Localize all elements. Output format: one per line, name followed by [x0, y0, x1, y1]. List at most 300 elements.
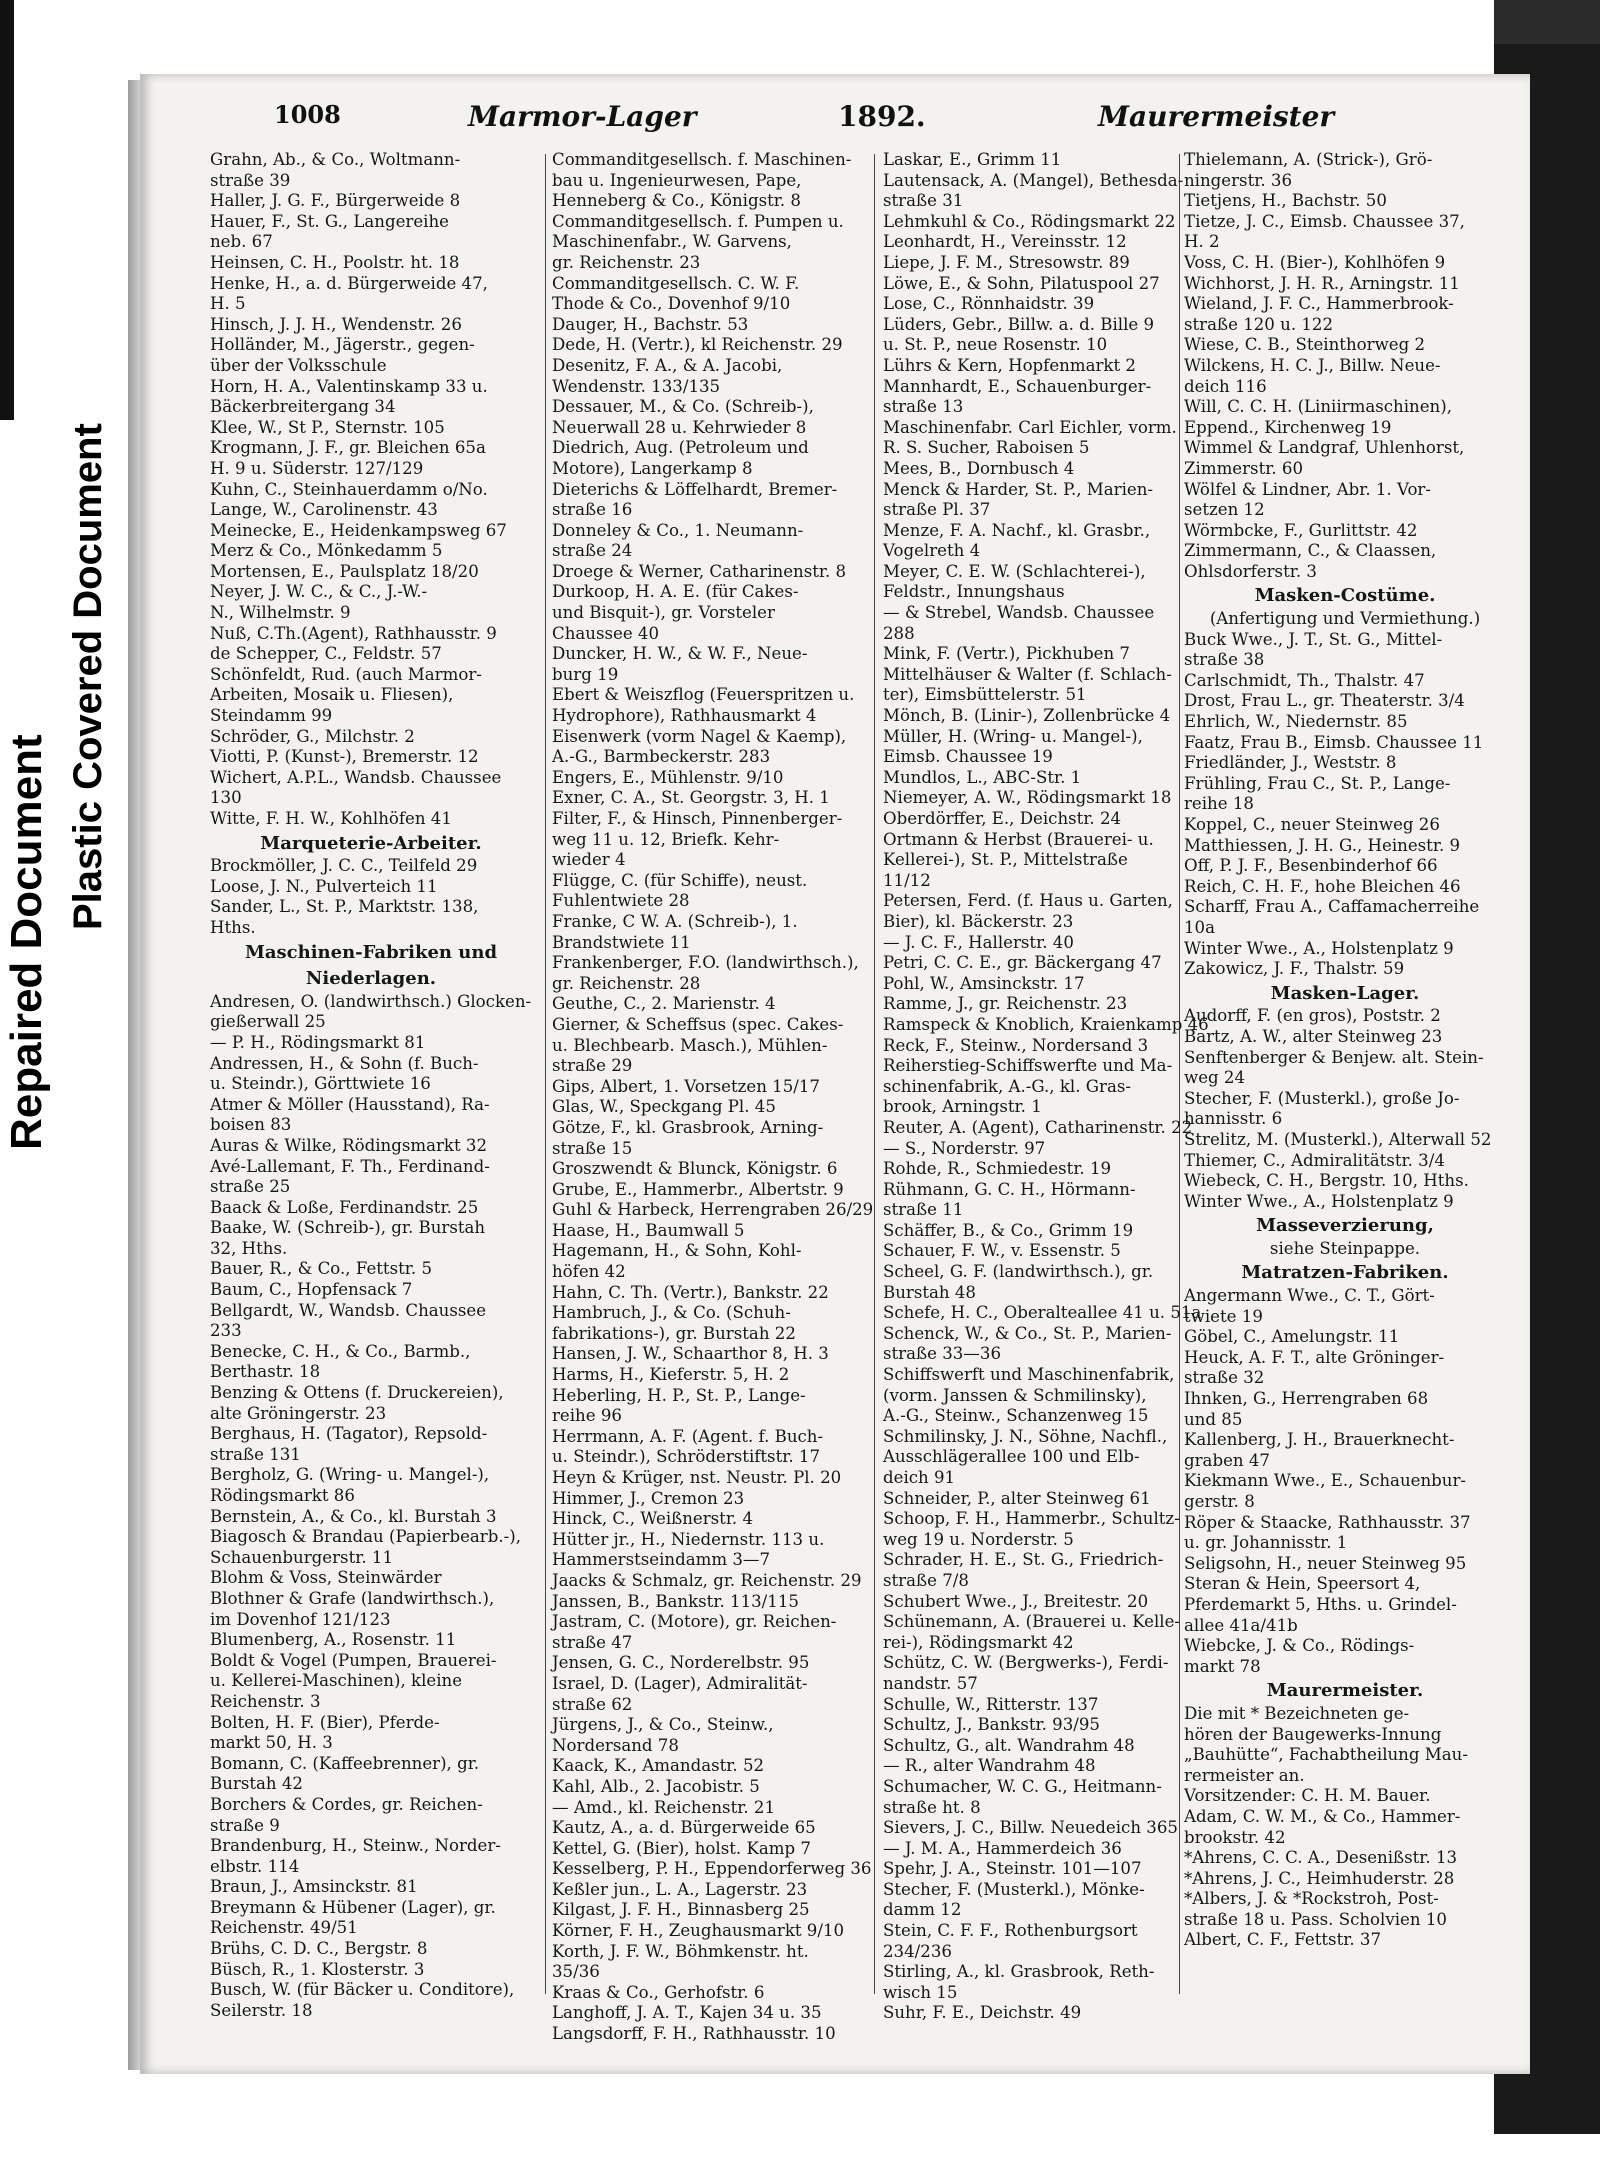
directory-entry: Meinecke, E., Heidenkampsweg 67	[210, 520, 507, 540]
directory-entry: Duncker, H. W., & W. F., Neue-	[552, 644, 808, 664]
directory-entry: Petersen, Ferd. (f. Haus u. Garten,	[883, 891, 1173, 911]
directory-entry: Schäffer, B., & Co., Grimm 19	[883, 1220, 1134, 1240]
directory-entry: straße 38	[1184, 650, 1265, 670]
directory-entry: Hagemann, H., & Sohn, Kohl-	[552, 1241, 802, 1261]
directory-entry: Janssen, B., Bankstr. 113/115	[552, 1591, 799, 1611]
directory-entry: Harms, H., Kieferstr. 5, H. 2	[552, 1365, 790, 1385]
directory-entry: Auras & Wilke, Rödingsmarkt 32	[210, 1135, 488, 1155]
directory-entry: neb. 67	[210, 232, 273, 252]
directory-entry: brook, Arningstr. 1	[883, 1097, 1042, 1117]
directory-entry: Bolten, H. F. (Bier), Pferde-	[210, 1712, 440, 1732]
column-2	[552, 150, 874, 2044]
directory-entry: Liepe, J. F. M., Stresowstr. 89	[883, 252, 1130, 272]
directory-entry: Schünemann, A. (Brauerei u. Kelle-	[883, 1612, 1181, 1632]
directory-entry: Scheel, G. F. (landwirthsch.), gr.	[883, 1262, 1154, 1282]
directory-entry: Ramspeck & Knoblich, Kraienkamp 46	[883, 1014, 1209, 1034]
directory-entry: Dauger, H., Bachstr. 53	[552, 314, 749, 334]
directory-entry: straße Pl. 37	[883, 500, 991, 520]
directory-entry: Zimmermann, C., & Claassen,	[1184, 541, 1437, 561]
directory-entry: Winter Wwe., A., Holstenplatz 9	[1184, 1191, 1454, 1211]
directory-entry: — Amd., kl. Reichenstr. 21	[552, 1797, 776, 1817]
directory-entry: (vorm. Janssen & Schmilinsky),	[883, 1385, 1147, 1405]
directory-entry: Koppel, C., neuer Steinweg 26	[1184, 815, 1440, 834]
directory-entry: Schoop, F. H., Hammerbr., Schultz-	[883, 1509, 1180, 1529]
directory-entry: Göbel, C., Amelungstr. 11	[1184, 1327, 1400, 1347]
directory-entry: Jürgens, J., & Co., Steinw.,	[552, 1715, 774, 1735]
section-heading: Maschinen-Fabriken und	[244, 941, 498, 963]
directory-entry: A.-G., Barmbeckerstr. 283	[552, 747, 771, 767]
directory-entry: Reichenstr. 49/51	[210, 1918, 358, 1938]
directory-entry: Reck, F., Steinw., Nordersand 3	[883, 1035, 1149, 1055]
directory-entry: A.-G., Steinw., Schanzenweg 15	[883, 1406, 1149, 1426]
section-heading: Niederlagen.	[305, 968, 437, 990]
directory-entry: bau u. Ingenieurwesen, Pape,	[552, 170, 802, 190]
directory-entry: Merz & Co., Mönkedamm 5	[210, 541, 443, 561]
directory-entry: Frühling, Frau C., St. P., Lange-	[1184, 773, 1451, 793]
directory-entry: Off, P. J. F., Besenbinderhof 66	[1184, 856, 1438, 876]
directory-entry: Wilckens, H. C. J., Billw. Neue-	[1184, 355, 1441, 375]
header-left-title: Marmor-Lager	[468, 100, 697, 133]
directory-entry: Eisenwerk (vorm Nagel & Kaemp),	[552, 726, 847, 746]
directory-entry: straße 131	[210, 1444, 301, 1464]
directory-entry: straße 25	[210, 1177, 291, 1197]
directory-entry: Blothner & Grafe (landwirthsch.),	[210, 1588, 495, 1608]
directory-entry: Commanditgesellsch. C. W. F.	[552, 273, 800, 293]
directory-entry: Stirling, A., kl. Grasbrook, Reth-	[883, 1962, 1155, 1982]
directory-entry: Desenitz, F. A., & A. Jacobi,	[552, 355, 783, 375]
directory-entry: Horn, H. A., Valentinskamp 33 u.	[210, 376, 488, 396]
directory-entry: Eppend., Kirchenweg 19	[1184, 417, 1392, 437]
directory-entry: Menck & Harder, St. P., Marien-	[883, 479, 1154, 499]
directory-entry: Wiebeck, C. H., Bergstr. 10, Hths.	[1184, 1171, 1469, 1191]
directory-entry: Fuhlentwiete 28	[552, 891, 690, 911]
directory-entry: Groszwendt & Blunck, Königstr. 6	[552, 1159, 838, 1179]
directory-entry: Neuerwall 28 u. Kehrwieder 8	[552, 417, 807, 437]
directory-entry: Thielemann, A. (Strick-), Grö-	[1184, 150, 1433, 169]
directory-entry: höfen 42	[552, 1262, 626, 1282]
directory-entry: twiete 19	[1184, 1306, 1263, 1326]
directory-entry: Schultz, J., Bankstr. 93/95	[883, 1715, 1100, 1735]
directory-entry: 234/236	[883, 1941, 952, 1961]
directory-entry: gießerwall 25	[210, 1012, 326, 1032]
directory-entry: R. S. Sucher, Raboisen 5	[883, 438, 1090, 458]
directory-entry: Diedrich, Aug. (Petroleum und	[552, 438, 809, 458]
directory-entry: Schönfeldt, Rud. (auch Marmor-	[210, 664, 482, 684]
directory-entry: Lehmkuhl & Co., Rödingsmarkt 22	[883, 211, 1176, 231]
directory-entry: Götze, F., kl. Grasbrook, Arning-	[552, 1117, 824, 1137]
directory-entry: 130	[210, 788, 242, 808]
directory-entry: weg 19 u. Norderstr. 5	[883, 1529, 1074, 1549]
section-note: siehe Steinpappe.	[1269, 1238, 1421, 1258]
directory-entry: Jensen, G. C., Norderelbstr. 95	[552, 1653, 810, 1673]
directory-entry: Benecke, C. H., & Co., Barmb.,	[210, 1341, 471, 1361]
directory-entry: Hydrophore), Rathhausmarkt 4	[552, 706, 817, 726]
directory-entry: Bäckerbreitergang 34	[210, 397, 396, 417]
directory-entry: Guhl & Harbeck, Herrengraben 26/29	[552, 1200, 874, 1220]
directory-entry: Ramme, J., gr. Reichenstr. 23	[883, 994, 1128, 1014]
directory-entry: Wichhorst, J. H. R., Arningstr. 11	[1184, 273, 1460, 293]
directory-entry: Winter Wwe., A., Holstenplatz 9	[1184, 938, 1454, 958]
directory-entry: straße 31	[883, 191, 964, 211]
directory-entry: Klee, W., St P., Sternstr. 105	[210, 417, 445, 437]
directory-entry: Matthiessen, J. H. G., Heinestr. 9	[1184, 835, 1461, 855]
directory-entry: u. gr. Johannisstr. 1	[1184, 1533, 1348, 1553]
directory-entry: *Ahrens, J. C., Heimhuderstr. 28	[1184, 1868, 1455, 1888]
directory-entry: Thiemer, C., Admiralitätstr. 3/4	[1184, 1150, 1445, 1170]
directory-entry: — R., alter Wandrahm 48	[883, 1756, 1096, 1776]
directory-entry: Petri, C. C. E., gr. Bäckergang 47	[883, 953, 1162, 973]
stamp-repaired: Repaired Document	[2, 734, 51, 1150]
directory-entry: Witte, F. H. W., Kohlhöfen 41	[210, 809, 452, 828]
directory-entry: Wendenstr. 133/135	[552, 376, 721, 396]
directory-entry: Sievers, J. C., Billw. Neuedeich 365	[883, 1818, 1178, 1838]
directory-entry: u. Steindr.), Schröderstiftstr. 17	[552, 1447, 821, 1467]
directory-entry: *Ahrens, C. C. A., Desenißstr. 13	[1184, 1848, 1458, 1868]
section-heading: Masken-Costüme.	[1254, 585, 1436, 607]
directory-entry: und 85	[1184, 1409, 1243, 1429]
directory-entry: straße 15	[552, 1138, 633, 1158]
directory-entry: Berthastr. 18	[210, 1362, 321, 1382]
directory-entry: Die mit * Bezeichneten ge-	[1184, 1703, 1410, 1723]
directory-entry: elbstr. 114	[210, 1856, 300, 1876]
directory-entry: Büsch, R., 1. Klosterstr. 3	[210, 1959, 425, 1979]
directory-entry: Burstah 48	[883, 1282, 976, 1302]
directory-entry: u. Kellerei-Maschinen), kleine	[210, 1671, 463, 1691]
directory-entry: Mannhardt, E., Schauenburger-	[883, 376, 1152, 396]
directory-entry: Mortensen, E., Paulsplatz 18/20	[210, 561, 479, 581]
directory-entry: 233	[210, 1321, 242, 1341]
directory-entry: über der Volksschule	[210, 355, 387, 375]
directory-entry: Kesselberg, P. H., Eppendorferweg 36	[552, 1859, 872, 1879]
directory-entry: Motore), Langerkamp 8	[552, 458, 753, 478]
directory-entry: Ausschlägerallee 100 und Elb-	[883, 1447, 1140, 1467]
directory-entry: Schrader, H. E., St. G., Friedrich-	[883, 1550, 1164, 1570]
directory-entry: Neyer, J. W. C., & C., J.-W.-	[210, 582, 428, 602]
directory-entry: Hinsch, J. J. H., Wendenstr. 26	[210, 314, 462, 334]
directory-entry: *Albers, J. & *Rockstroh, Post-	[1184, 1889, 1439, 1909]
directory-entry: wieder 4	[552, 850, 626, 870]
directory-entry: Brühs, C. D. C., Bergstr. 8	[210, 1939, 428, 1959]
directory-entry: Heinsen, C. H., Poolstr. ht. 18	[210, 252, 460, 272]
directory-entry: Haase, H., Baumwall 5	[552, 1220, 745, 1240]
directory-entry: Berghaus, H. (Tagator), Repsold-	[210, 1424, 488, 1444]
directory-entry: Israel, D. (Lager), Admiralität-	[552, 1673, 808, 1693]
directory-entry: 35/36	[552, 1962, 600, 1982]
page-number: 1008	[274, 100, 341, 129]
directory-entry: Schubert Wwe., J., Breitestr. 20	[883, 1591, 1149, 1611]
directory-entry: Brockmöller, J. C. C., Teilfeld 29	[210, 856, 478, 876]
directory-entry: Arbeiten, Mosaik u. Fliesen),	[210, 685, 454, 705]
directory-entry: Dieterichs & Löffelhardt, Bremer-	[552, 479, 838, 499]
directory-entry: straße 32	[1184, 1368, 1265, 1388]
directory-entry: Baack & Loße, Ferdinandstr. 25	[210, 1197, 479, 1217]
directory-entry: Schenck, W., & Co., St. P., Marien-	[883, 1323, 1172, 1343]
column-divider	[874, 154, 875, 1994]
directory-entry: Zakowicz, J. F., Thalstr. 59	[1184, 959, 1405, 979]
directory-entry: 32, Hths.	[210, 1238, 288, 1258]
directory-entry: straße 18 u. Pass. Scholvien 10	[1184, 1909, 1447, 1929]
column-4	[1184, 150, 1506, 2030]
directory-entry: Engers, E., Mühlenstr. 9/10	[552, 767, 784, 787]
directory-entry: Schultz, G., alt. Wandrahm 48	[883, 1735, 1135, 1755]
directory-entry: Bellgardt, W., Wandsb. Chaussee	[210, 1300, 487, 1320]
directory-entry: N., Wilhelmstr. 9	[210, 603, 351, 623]
directory-entry: Lose, C., Rönnhaidstr. 39	[883, 294, 1095, 314]
directory-entry: Hansen, J. W., Schaarthor 8, H. 3	[552, 1344, 829, 1364]
column-1	[210, 150, 532, 2030]
directory-entry: Keßler jun., L. A., Lagerstr. 23	[552, 1879, 808, 1899]
directory-entry: Nordersand 78	[552, 1735, 679, 1755]
directory-entry: Faatz, Frau B., Eimsb. Chaussee 11	[1184, 732, 1484, 752]
directory-entry: Sander, L., St. P., Marktstr. 138,	[210, 897, 479, 917]
directory-entry: Heuck, A. F. T., alte Gröninger-	[1184, 1347, 1445, 1367]
directory-entry: Röper & Staacke, Rathhausstr. 37	[1184, 1512, 1471, 1532]
directory-entry: Viotti, P. (Kunst-), Bremerstr. 12	[210, 747, 479, 767]
directory-entry: Hütter jr., H., Niedernstr. 113 u.	[552, 1529, 825, 1549]
directory-entry: schinenfabrik, A.-G., kl. Gras-	[883, 1076, 1131, 1096]
directory-entry: straße 16	[552, 500, 633, 520]
directory-entry: Hammerstseindamm 3—7	[552, 1550, 771, 1570]
directory-entry: Mundlos, L., ABC-Str. 1	[883, 767, 1082, 787]
header-right-title: Maurermeister	[1098, 100, 1335, 133]
directory-entry: Jastram, C. (Motore), gr. Reichen-	[552, 1612, 837, 1632]
directory-entry: Thode & Co., Dovenhof 9/10	[552, 294, 791, 314]
directory-entry: Benzing & Ottens (f. Druckereien),	[210, 1383, 504, 1403]
directory-entry: Kettel, G. (Bier), holst. Kamp 7	[552, 1838, 811, 1858]
directory-entry: markt 78	[1184, 1656, 1261, 1676]
directory-entry: Brandenburg, H., Steinw., Norder-	[210, 1836, 501, 1856]
directory-entry: reihe 18	[1184, 794, 1254, 814]
directory-entry: Schiffswerft und Maschinenfabrik,	[883, 1365, 1175, 1385]
directory-entry: Mees, B., Dornbusch 4	[883, 458, 1075, 478]
directory-entry: boisen 83	[210, 1115, 292, 1135]
directory-entry: Geuthe, C., 2. Marienstr. 4	[552, 994, 776, 1014]
directory-entry: Schröder, G., Milchstr. 2	[210, 726, 415, 746]
directory-entry: Blohm & Voss, Steinwärder	[210, 1568, 442, 1588]
directory-entry: Glas, W., Speckgang Pl. 45	[552, 1097, 776, 1117]
directory-entry: Hauer, F., St. G., Langereihe	[210, 211, 449, 231]
directory-entry: markt 50, H. 3	[210, 1733, 333, 1753]
directory-entry: damm 12	[883, 1900, 962, 1920]
directory-entry: Kellerei-), St. P., Mittelstraße	[883, 850, 1128, 870]
directory-entry: „Bauhütte“, Fachabtheilung Mau-	[1184, 1745, 1468, 1765]
directory-entry: Steindamm 99	[210, 706, 333, 726]
directory-entry: Maschinenfabr. Carl Eichler, vorm.	[883, 417, 1177, 437]
directory-entry: Stecher, F. (Musterkl.), große Jo-	[1184, 1088, 1460, 1108]
directory-entry: Friedländer, J., Weststr. 8	[1184, 753, 1397, 773]
directory-entry: Meyer, C. E. W. (Schlachterei-),	[883, 561, 1146, 581]
directory-entry: Bauer, R., & Co., Fettstr. 5	[210, 1259, 432, 1279]
directory-entry: Commanditgesellsch. f. Pumpen u.	[552, 211, 844, 231]
directory-entry: gr. Reichenstr. 23	[552, 252, 701, 272]
directory-entry: Kahl, Alb., 2. Jacobistr. 5	[552, 1776, 760, 1796]
directory-entry: Ehrlich, W., Niedernstr. 85	[1184, 712, 1408, 732]
directory-entry: Stecher, F. (Musterkl.), Mönke-	[883, 1879, 1145, 1899]
directory-entry: Seilerstr. 18	[210, 2000, 313, 2020]
directory-entry: Rohde, R., Schmiedestr. 19	[883, 1159, 1112, 1179]
directory-entry: Commanditgesellsch. f. Maschinen-	[552, 150, 852, 169]
directory-entry: Baum, C., Hopfensack 7	[210, 1280, 413, 1300]
directory-entry: Burstah 42	[210, 1774, 303, 1794]
directory-entry: Schmilinsky, J. N., Söhne, Nachfl.,	[883, 1426, 1168, 1446]
directory-entry: Durkoop, H. A. E. (für Cakes-	[552, 582, 799, 602]
directory-entry: Nuß, C.Th.(Agent), Rathhausstr. 9	[210, 623, 497, 643]
directory-entry: Wiese, C. B., Steinthorweg 2	[1184, 335, 1426, 355]
directory-entry: Hinck, C., Weißnerstr. 4	[552, 1509, 754, 1529]
directory-entry: Schefe, H. C., Oberalteallee 41 u. 51a	[883, 1303, 1202, 1323]
directory-entry: — P. H., Rödingsmarkt 81	[210, 1032, 426, 1052]
directory-entry: Lüders, Gebr., Billw. a. d. Bille 9	[883, 314, 1155, 334]
directory-entry: Feldstr., Innungshaus	[883, 582, 1065, 602]
directory-entry: Leonhardt, H., Vereinsstr. 12	[883, 232, 1127, 252]
directory-entry: Schneider, P., alter Steinweg 61	[883, 1488, 1151, 1508]
directory-entry: Wölfel & Lindner, Abr. 1. Vor-	[1184, 479, 1431, 499]
directory-entry: Schulle, W., Ritterstr. 137	[883, 1694, 1099, 1714]
directory-entry: Gierner, & Scheffsus (spec. Cakes-	[552, 1014, 844, 1034]
directory-entry: straße 47	[552, 1632, 633, 1652]
directory-entry: H. 2	[1184, 232, 1220, 252]
directory-entry: straße 24	[552, 541, 633, 561]
directory-entry: straße ht. 8	[883, 1797, 981, 1817]
directory-entry: Braun, J., Amsinckstr. 81	[210, 1877, 418, 1897]
directory-entry: Vorsitzender: C. H. M. Bauer.	[1184, 1786, 1431, 1806]
directory-entry: Rödingsmarkt 86	[210, 1486, 355, 1505]
directory-entry: Tietjens, H., Bachstr. 50	[1184, 191, 1387, 211]
directory-entry: setzen 12	[1184, 500, 1265, 520]
directory-entry: Seligsohn, H., neuer Steinweg 95	[1184, 1553, 1467, 1573]
directory-entry: Schauenburgerstr. 11	[210, 1547, 394, 1567]
directory-entry: de Schepper, C., Feldstr. 57	[210, 644, 442, 664]
directory-entry: Dessauer, M., & Co. (Schreib-),	[552, 397, 814, 417]
directory-entry: Angermann Wwe., C. T., Gört-	[1184, 1286, 1435, 1306]
directory-entry: Bomann, C. (Kaffeebrenner), gr.	[210, 1753, 480, 1773]
directory-entry: Senftenberger & Benjew. alt. Stein-	[1184, 1047, 1484, 1067]
section-note: (Anfertigung und Vermiethung.)	[1209, 609, 1481, 629]
directory-entry: straße 11	[883, 1200, 964, 1220]
directory-entry: gerstr. 8	[1184, 1492, 1255, 1511]
directory-entry: Körner, F. H., Zeughausmarkt 9/10	[552, 1921, 845, 1941]
directory-entry: Henke, H., a. d. Bürgerweide 47,	[210, 273, 488, 293]
directory-entry: Pohl, W., Amsinckstr. 17	[883, 973, 1085, 993]
directory-entry: fabrikations-), gr. Burstah 22	[552, 1323, 796, 1343]
directory-entry: Drost, Frau L., gr. Theaterstr. 3/4	[1184, 691, 1465, 711]
directory-entry: Droege & Werner, Catharinenstr. 8	[552, 561, 847, 581]
directory-entry: Krogmann, J. F., gr. Bleichen 65a	[210, 438, 486, 458]
directory-entry: Hths.	[210, 917, 256, 937]
directory-entry: Mittelhäuser & Walter (f. Schlach-	[883, 664, 1172, 684]
directory-entry: Frankenberger, F.O. (landwirthsch.),	[552, 953, 859, 973]
directory-entry: Vogelreth 4	[883, 541, 981, 561]
directory-entry: Scharff, Frau A., Caffamacherreihe	[1184, 897, 1480, 917]
directory-entry: Adam, C. W. M., & Co., Hammer-	[1184, 1806, 1461, 1826]
directory-entry: hannisstr. 6	[1184, 1109, 1283, 1129]
column-divider	[545, 154, 546, 1994]
directory-entry: Schumacher, W. C. G., Heitmann-	[883, 1776, 1162, 1796]
directory-entry: nandstr. 57	[883, 1673, 978, 1693]
directory-entry: Heberling, H. P., St. P., Lange-	[552, 1385, 806, 1405]
directory-entry: reihe 96	[552, 1406, 622, 1426]
directory-entry: — S., Norderstr. 97	[883, 1138, 1046, 1158]
directory-entry: weg 11 u. 12, Briefk. Kehr-	[552, 829, 780, 849]
directory-entry: Ortmann & Herbst (Brauerei- u.	[883, 829, 1154, 849]
directory-entry: Biagosch & Brandau (Papierbearb.-),	[210, 1527, 521, 1547]
directory-entry: Haller, J. G. F., Bürgerweide 8	[210, 191, 461, 211]
header-year: 1892.	[838, 100, 926, 133]
directory-entry: H. 9 u. Süderstr. 127/129	[210, 458, 424, 478]
directory-entry: Bergholz, G. (Wring- u. Mangel-),	[210, 1465, 490, 1485]
directory-entry: Kiekmann Wwe., E., Schauenbur-	[1184, 1471, 1466, 1491]
directory-entry: Schütz, C. W. (Bergwerks-), Ferdi-	[883, 1653, 1169, 1673]
directory-entry: Wörmbcke, F., Gurlittstr. 42	[1184, 520, 1418, 540]
directory-entry: Reichenstr. 3	[210, 1691, 321, 1711]
stamp-plastic-covered: Plastic Covered Document	[66, 423, 110, 930]
directory-entry: Rühmann, G. C. H., Hörmann-	[883, 1179, 1136, 1199]
directory-entry: straße 9	[210, 1815, 280, 1835]
directory-entry: Lührs & Kern, Hopfenmarkt 2	[883, 355, 1136, 375]
directory-entry: Avé-Lallemant, F. Th., Ferdinand-	[210, 1156, 490, 1176]
directory-entry: Kuhn, C., Steinhauerdamm o/No.	[210, 479, 488, 499]
directory-entry: Lange, W., Carolinenstr. 43	[210, 500, 438, 520]
directory-entry: straße 33—36	[883, 1344, 1002, 1364]
directory-entry: Audorff, F. (en gros), Poststr. 2	[1184, 1006, 1441, 1026]
directory-entry: Bernstein, A., & Co., kl. Burstah 3	[210, 1506, 497, 1526]
directory-entry: rei-), Rödingsmarkt 42	[883, 1632, 1074, 1652]
directory-entry: u. Steindr.), Görttwiete 16	[210, 1074, 431, 1094]
section-heading: Masseverzierung,	[1256, 1215, 1434, 1237]
directory-entry: Kilgast, J. F. H., Binnasberg 25	[552, 1900, 810, 1920]
directory-entry: Hambruch, J., & Co. (Schuh-	[552, 1303, 791, 1323]
directory-entry: Pferdemarkt 5, Hths. u. Grindel-	[1184, 1594, 1457, 1614]
directory-entry: u. Blechbearb. Masch.), Mühlen-	[552, 1035, 828, 1055]
directory-entry: — J. C. F., Hallerstr. 40	[883, 932, 1074, 952]
directory-entry: straße 62	[552, 1694, 633, 1714]
directory-entry: deich 91	[883, 1468, 956, 1487]
directory-entry: Kautz, A., a. d. Bürgerweide 65	[552, 1818, 816, 1838]
directory-entry: Ihnken, G., Herrengraben 68	[1184, 1389, 1429, 1409]
directory-entry: Baake, W. (Schreib-), gr. Burstah	[210, 1218, 486, 1238]
directory-entry: 10a	[1184, 917, 1216, 937]
directory-entry: Busch, W. (für Bäcker u. Conditore),	[210, 1980, 515, 2000]
directory-entry: straße 29	[552, 1056, 633, 1076]
directory-entry: Bartz, A. W., alter Steinweg 23	[1184, 1026, 1443, 1046]
directory-entry: Bier), kl. Bäckerstr. 23	[883, 911, 1074, 931]
scan-edge-top-right	[1494, 0, 1600, 44]
directory-entry: gr. Reichenstr. 28	[552, 973, 701, 993]
directory-entry: Chaussee 40	[552, 623, 660, 643]
directory-entry: Stein, C. F. F., Rothenburgsort	[883, 1921, 1138, 1941]
directory-entry: Tietze, J. C., Eimsb. Chaussee 37,	[1184, 211, 1465, 231]
directory-entry: Exner, C. A., St. Georgstr. 3, H. 1	[552, 788, 830, 808]
directory-entry: wisch 15	[883, 1982, 958, 2002]
directory-entry: straße 39	[210, 170, 291, 190]
directory-entry: Andressen, H., & Sohn (f. Buch-	[210, 1053, 479, 1073]
directory-entry: — J. M. A., Hammerdeich 36	[883, 1838, 1122, 1858]
directory-entry: Franke, C W. A. (Schreib-), 1.	[552, 911, 798, 931]
directory-entry: Breymann & Hübener (Lager), gr.	[210, 1897, 496, 1917]
directory-entry: Wimmel & Landgraf, Uhlenhorst,	[1184, 438, 1465, 458]
directory-entry: Suhr, F. E., Deichstr. 49	[883, 2003, 1082, 2023]
directory-entry: Flügge, C. (für Schiffe), neust.	[552, 870, 808, 890]
directory-entry: Atmer & Möller (Hausstand), Ra-	[210, 1094, 490, 1114]
directory-entry: und Bisquit-), gr. Vorsteler	[552, 603, 775, 623]
directory-entry: Reuter, A. (Agent), Catharinenstr. 22	[883, 1117, 1193, 1137]
directory-entry: Dede, H. (Vertr.), kl Reichenstr. 29	[552, 335, 843, 355]
directory-entry: Reich, C. H. F., hohe Bleichen 46	[1184, 876, 1461, 896]
directory-entry: Holländer, M., Jägerstr., gegen-	[210, 335, 475, 355]
directory-entry: Wiebcke, J. & Co., Rödings-	[1184, 1636, 1415, 1656]
directory-entry: Hahn, C. Th. (Vertr.), Bankstr. 22	[552, 1282, 829, 1302]
directory-entry: Schauer, F. W., v. Essenstr. 5	[883, 1241, 1121, 1261]
